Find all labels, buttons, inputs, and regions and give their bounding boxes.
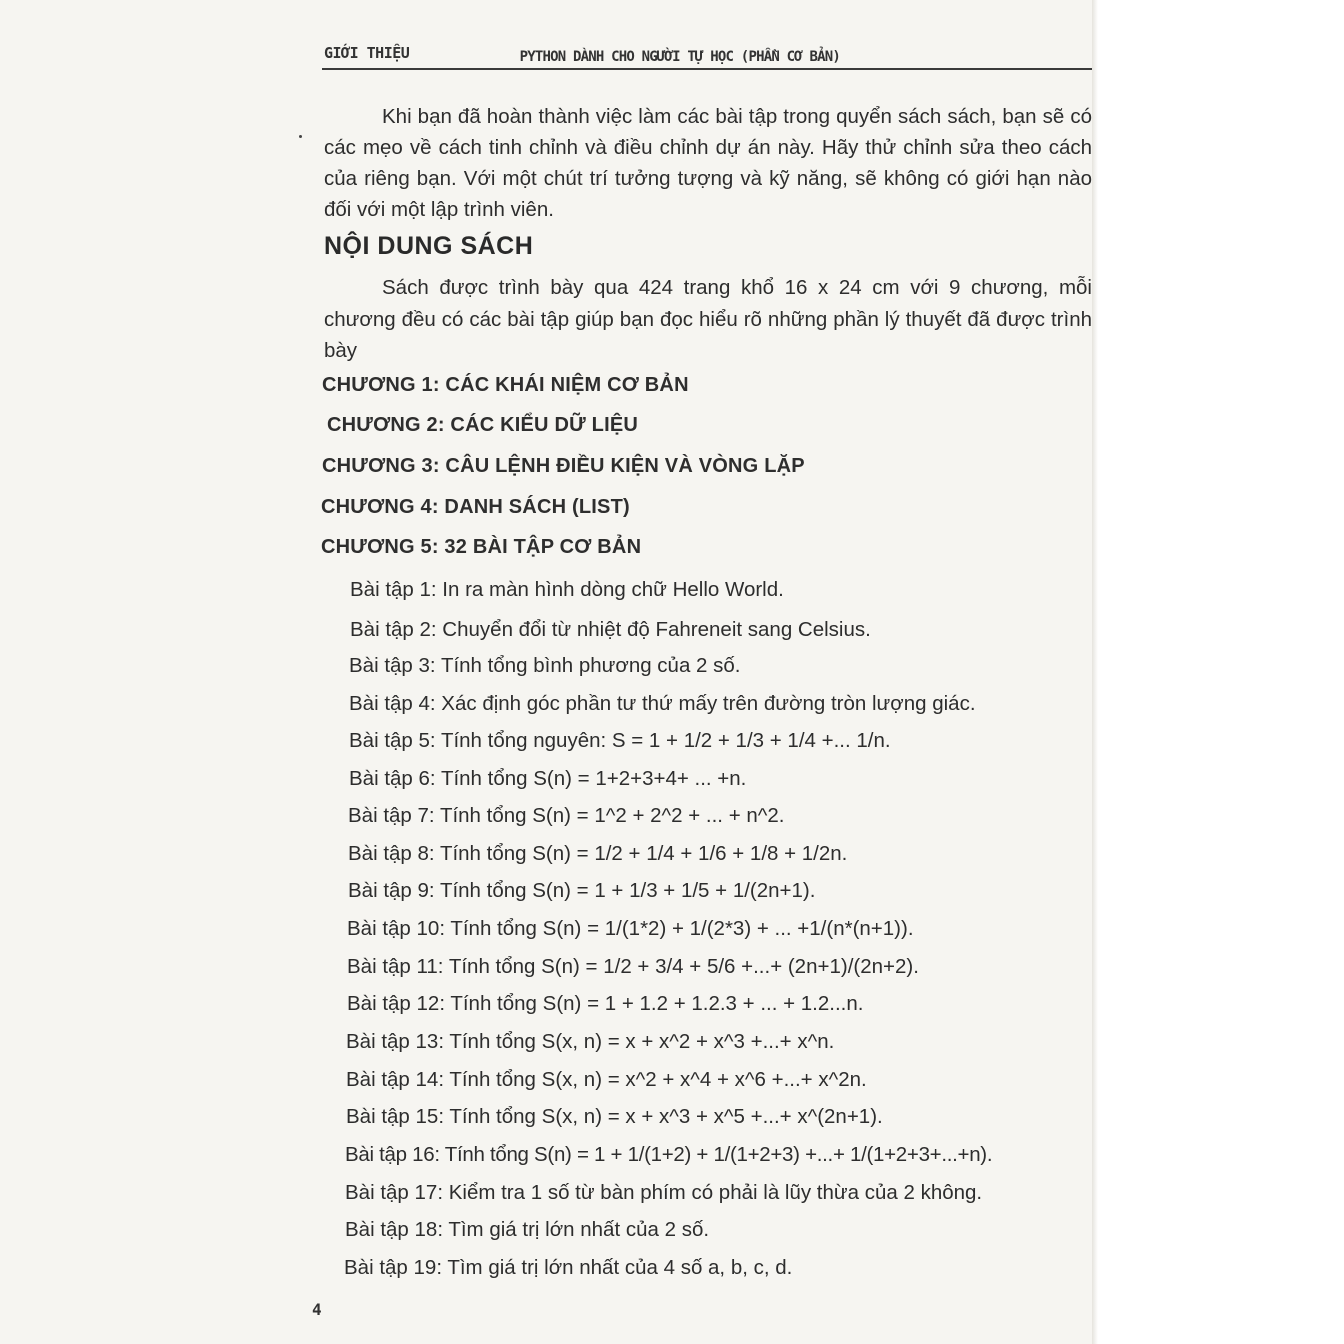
chapter-1: CHƯƠNG 1: CÁC KHÁI NIỆM CƠ BẢN: [322, 374, 689, 396]
exercise-12: Bài tập 12: Tính tổng S(n) = 1 + 1.2 + 1.2.3 + ... + 1.2...n.: [347, 992, 864, 1015]
exercise-19: Bài tập 19: Tìm giá trị lớn nhất của 4 số a, b, c, d.: [344, 1256, 793, 1279]
exercise-9: Bài tập 9: Tính tổng S(n) = 1 + 1/3 + 1/5 + 1/(2n+1).: [348, 879, 816, 902]
chapter-5: CHƯƠNG 5: 32 BÀI TẬP CƠ BẢN: [321, 536, 642, 558]
exercise-16: Bài tập 16: Tính tổng S(n) = 1 + 1/(1+2) + 1/(1+2+3) +...+ 1/(1+2+3+...+n).: [345, 1143, 993, 1166]
intro-paragraph-text: Khi bạn đã hoàn thành việc làm các bài tập trong quyển sách sách, bạn sẽ có các mẹo về cách tinh chỉnh và điều chỉnh dự án này. Hãy thử chỉnh sửa theo cách của riêng bạn. Với một chút trí tưởng tượng và kỹ năng, sẽ không có giới hạn nào đối với một lập trình viên.: [324, 105, 1092, 221]
exercise-4: Bài tập 4: Xác định góc phần tư thứ mấy trên đường tròn lượng giác.: [349, 692, 976, 715]
content-paragraph: [324, 272, 1092, 367]
intro-paragraph: [324, 101, 1092, 225]
exercise-5: Bài tập 5: Tính tổng nguyên: S = 1 + 1/2 + 1/3 + 1/4 +... 1/n.: [349, 729, 891, 752]
chapter-2: CHƯƠNG 2: CÁC KIỂU DỮ LIỆU: [327, 414, 639, 436]
exercise-10: Bài tập 10: Tính tổng S(n) = 1/(1*2) + 1/(2*3) + ... +1/(n*(n+1)).: [347, 917, 914, 940]
exercise-15: Bài tập 15: Tính tổng S(x, n) = x + x^3 + x^5 +...+ x^(2n+1).: [346, 1105, 883, 1128]
page-number: 4: [312, 1300, 322, 1319]
exercise-8: Bài tập 8: Tính tổng S(n) = 1/2 + 1/4 + 1/6 + 1/8 + 1/2n.: [348, 842, 848, 865]
page-margin-edge: [1092, 0, 1344, 1344]
exercise-3: Bài tập 3: Tính tổng bình phương của 2 số.: [349, 654, 741, 677]
exercise-17: Bài tập 17: Kiểm tra 1 số từ bàn phím có phải là lũy thừa của 2 không.: [345, 1181, 983, 1204]
chapter-4: CHƯƠNG 4: DANH SÁCH (LIST): [321, 496, 630, 518]
exercise-6: Bài tập 6: Tính tổng S(n) = 1+2+3+4+ ... +n.: [349, 767, 747, 790]
running-header-left: GIỚI THIỆU: [324, 44, 410, 62]
exercise-14: Bài tập 14: Tính tổng S(x, n) = x^2 + x^4 + x^6 +...+ x^2n.: [346, 1068, 867, 1091]
exercise-2: Bài tập 2: Chuyển đổi từ nhiệt độ Fahreneit sang Celsius.: [350, 618, 871, 641]
header-rule: [322, 68, 1092, 70]
chapter-3: CHƯƠNG 3: CÂU LỆNH ĐIỀU KIỆN VÀ VÒNG LẶP: [322, 455, 805, 477]
exercise-13: Bài tập 13: Tính tổng S(x, n) = x + x^2 + x^3 +...+ x^n.: [346, 1030, 835, 1053]
section-title: NỘI DUNG SÁCH: [324, 232, 534, 260]
running-header-right: PYTHON DÀNH CHO NGƯỜI TỰ HỌC (PHẦN CƠ BẢN): [519, 49, 840, 65]
exercise-11: Bài tập 11: Tính tổng S(n) = 1/2 + 3/4 + 5/6 +...+ (2n+1)/(2n+2).: [347, 955, 919, 978]
exercise-1: Bài tập 1: In ra màn hình dòng chữ Hello World.: [350, 578, 784, 601]
content-paragraph-text: Sách được trình bày qua 424 trang khổ 16 x 24 cm với 9 chương, mỗi chương đều có các bài tập giúp bạn đọc hiểu rõ những phần lý thuyết đã được trình bày: [324, 276, 1092, 362]
ink-speck: [299, 135, 302, 138]
exercise-18: Bài tập 18: Tìm giá trị lớn nhất của 2 số.: [345, 1218, 710, 1241]
exercise-7: Bài tập 7: Tính tổng S(n) = 1^2 + 2^2 + ... + n^2.: [348, 804, 785, 827]
